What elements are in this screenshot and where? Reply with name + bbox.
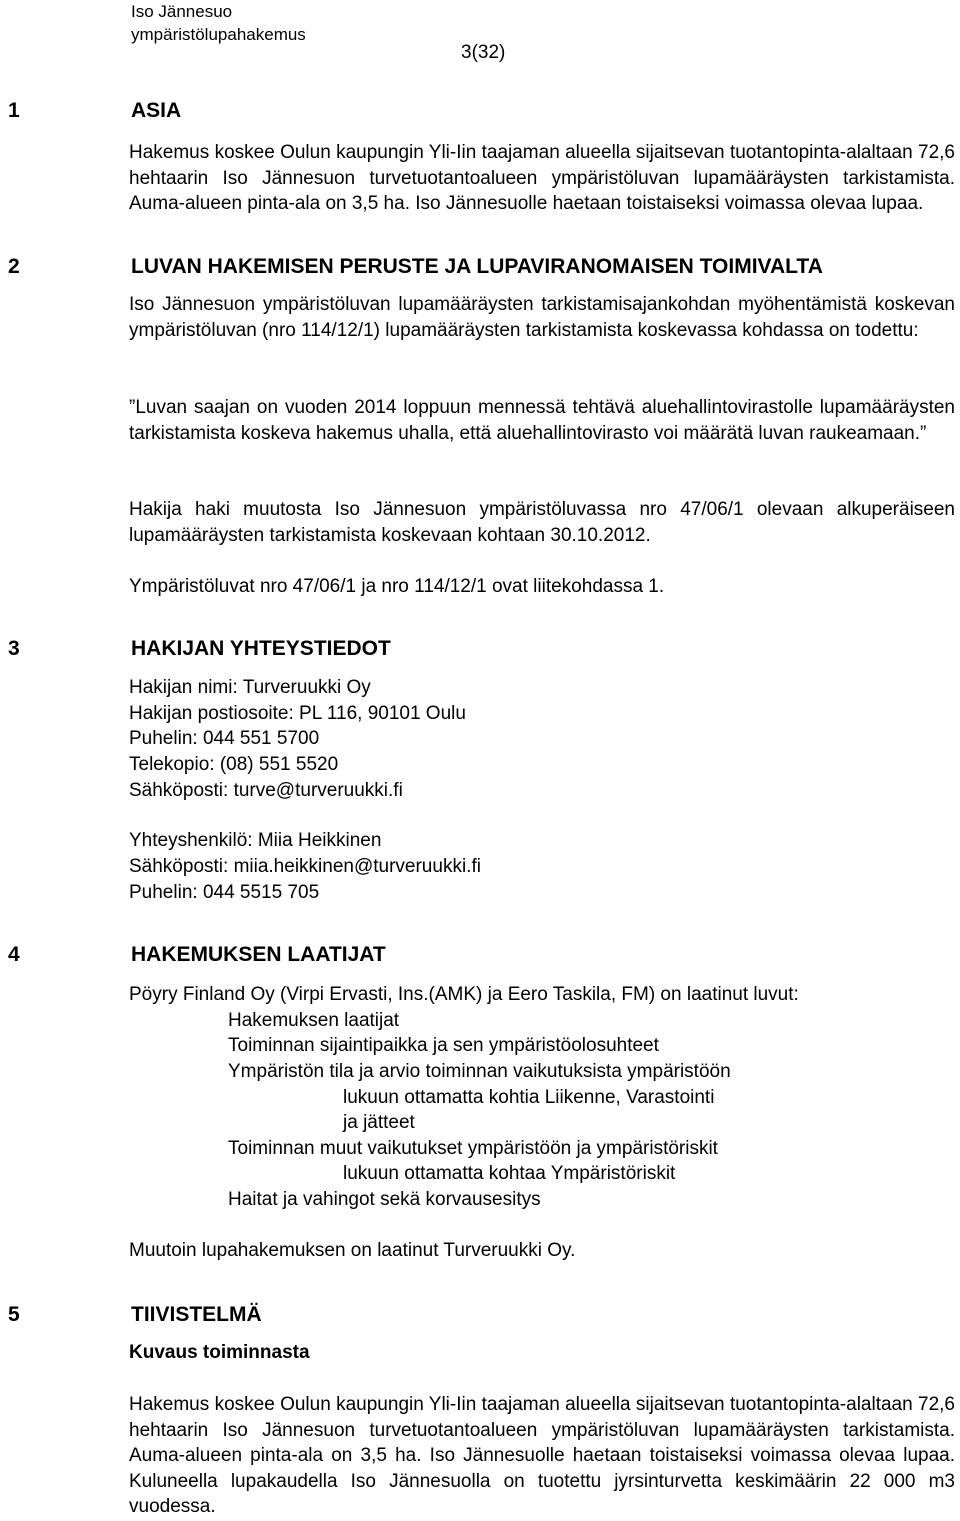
list-item: Haitat ja vahingot sekä korvausesitys bbox=[228, 1189, 541, 1210]
list-item: ja jätteet bbox=[343, 1112, 415, 1133]
section-title-4: HAKEMUKSEN LAATIJAT bbox=[131, 943, 386, 966]
authors-intro: Pöyry Finland Oy (Virpi Ervasti, Ins.(AMK) ja Eero Taskila, FM) on laatinut luvut: bbox=[129, 984, 799, 1005]
section-title-1: ASIA bbox=[131, 99, 182, 122]
section-2-quote: ”Luvan saajan on vuoden 2014 loppuun mennessä tehtävä aluehallintovirastolle lupamääräysten tarkistamista koskeva hakemus uhalla, että aluehallintovirasto voi määrätä luvan raukeamaan.” bbox=[129, 397, 955, 444]
authors-outro: Muutoin lupahakemuksen on laatinut Turveruukki Oy. bbox=[129, 1240, 576, 1261]
applicant-address: Hakijan postiosoite: PL 116, 90101 Oulu bbox=[129, 703, 466, 724]
section-5-paragraph: Hakemus koskee Oulun kaupungin Yli-Iin taajaman alueella sijaitsevan tuotantopinta-alaltaan 72,6 hehtaarin Iso Jännesuon turvetuotantoalueen ympäristöluvan lupamääräysten tarkistamista. Auma-alueen pinta-ala on 3,5 ha. Iso Jännesuolle haetaan toistaiseksi voimassa olevaa lupaa. Kuluneella lupakaudella Iso Jännesuolla on tuotettu jyrsinturvetta keskimäärin 22 000 m3 vuodessa. bbox=[129, 1394, 955, 1518]
list-item: Toiminnan muut vaikutukset ympäristöön ja ympäristöriskit bbox=[228, 1138, 718, 1159]
applicant-email: Sähköposti: turve@turveruukki.fi bbox=[129, 780, 403, 801]
header-title: Iso Jännesuo bbox=[131, 2, 233, 21]
applicant-name: Hakijan nimi: Turveruukki Oy bbox=[129, 677, 371, 698]
list-item: Ympäristön tila ja arvio toiminnan vaikutuksista ympäristöön bbox=[228, 1061, 731, 1082]
section-2-paragraph-1: Iso Jännesuon ympäristöluvan lupamääräysten tarkistamisajankohdan myöhentämistä koskevan ympäristöluvan (nro 114/12/1) lupamääräysten tarkistamista koskevassa kohdassa on todettu: bbox=[129, 294, 955, 341]
section-2-paragraph-2: Hakija haki muutosta Iso Jännesuon ympäristöluvassa nro 47/06/1 olevaan alkuperäiseen lupamääräysten tarkistamista koskevaan kohtaan 30.10.2012. bbox=[129, 499, 955, 546]
section-5-subtitle: Kuvaus toiminnasta bbox=[129, 1342, 310, 1363]
list-item: lukuun ottamatta kohtia Liikenne, Varastointi bbox=[343, 1087, 715, 1108]
section-number-4: 4 bbox=[8, 943, 20, 966]
section-number-3: 3 bbox=[8, 637, 20, 660]
section-2-paragraph-3: Ympäristöluvat nro 47/06/1 ja nro 114/12/1 ovat liitekohdassa 1. bbox=[129, 576, 665, 597]
section-title-2: LUVAN HAKEMISEN PERUSTE JA LUPAVIRANOMAISEN TOIMIVALTA bbox=[131, 255, 823, 278]
section-number-5: 5 bbox=[8, 1303, 20, 1326]
section-title-3: HAKIJAN YHTEYSTIEDOT bbox=[131, 637, 391, 660]
applicant-fax: Telekopio: (08) 551 5520 bbox=[129, 754, 339, 775]
contact-person: Yhteyshenkilö: Miia Heikkinen bbox=[129, 830, 382, 851]
list-item: Hakemuksen laatijat bbox=[228, 1010, 400, 1031]
section-1-paragraph: Hakemus koskee Oulun kaupungin Yli-Iin taajaman alueella sijaitsevan tuotantopinta-alaltaan 72,6 hehtaarin Iso Jännesuon turvetuotantoalueen ympäristöluvan lupamääräysten tarkistamista. Auma-alueen pinta-ala on 3,5 ha. Iso Jännesuolle haetaan toistaiseksi voimassa olevaa lupaa. bbox=[129, 142, 955, 215]
header-subtitle: ympäristölupahakemus bbox=[131, 25, 306, 44]
section-number-1: 1 bbox=[8, 99, 20, 122]
section-number-2: 2 bbox=[8, 255, 20, 278]
contact-phone: Puhelin: 044 5515 705 bbox=[129, 882, 320, 903]
list-item: lukuun ottamatta kohtaa Ympäristöriskit bbox=[343, 1163, 676, 1184]
applicant-phone: Puhelin: 044 551 5700 bbox=[129, 728, 320, 749]
list-item: Toiminnan sijaintipaikka ja sen ympäristöolosuhteet bbox=[228, 1035, 659, 1056]
document-header bbox=[131, 0, 306, 46]
page-number: 3(32) bbox=[461, 42, 506, 63]
contact-email: Sähköposti: miia.heikkinen@turveruukki.fi bbox=[129, 856, 481, 877]
section-title-5: TIIVISTELMÄ bbox=[131, 1303, 262, 1326]
